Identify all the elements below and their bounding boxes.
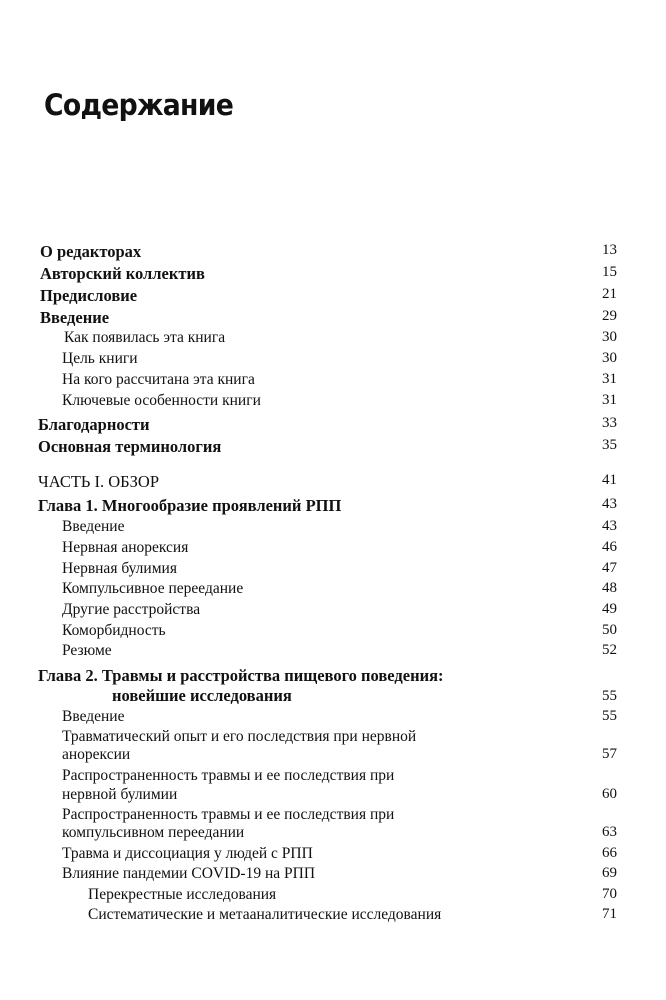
toc-entry-title: Введение [62,518,125,535]
toc-entry-title: Введение [62,708,125,725]
toc-entry-page: 15 [602,264,617,280]
toc-entry-title: На кого рассчитана эта книга [62,371,255,388]
toc-entry-page: 31 [602,371,617,387]
toc-entry-page: 43 [602,496,617,512]
toc-entry-page: 49 [602,601,617,617]
toc-entry-title: Авторский коллектив [40,264,205,283]
toc-entry-title: анорексии [62,746,131,763]
toc-entry-page: 43 [602,518,617,534]
toc-entry-title: компульсивном переедании [62,824,245,841]
toc-entry-title: новейшие исследования [112,686,292,705]
toc-entry-page: 70 [602,886,617,902]
toc-entry-title: Другие расстройства [62,601,201,618]
toc-entry-title: Нервная булимия [62,560,177,577]
toc-entry-title: Систематические и метааналитические исследования [88,906,442,923]
toc-entry-page: 31 [602,392,617,408]
toc-entry-page: 69 [602,865,617,881]
toc-entry-title: Травма и диссоциация у людей с РПП [62,845,313,862]
toc-entry-page: 52 [602,642,617,658]
toc-entry-title: Травматический опыт и его последствия при нервной [62,728,417,745]
toc-entry-page: 33 [602,415,617,431]
toc-entry-page: 66 [602,845,617,861]
toc-entry-title: Введение [40,308,110,327]
toc-entry-page: 57 [602,746,617,762]
toc-entry-title: Распространенность травмы и ее последствия при [62,767,395,784]
toc-entry-page: 55 [602,708,617,724]
toc-entry-page: 29 [602,308,617,324]
toc-entry-page: 13 [602,242,617,258]
toc-entry-title: Перекрестные исследования [88,886,277,903]
toc-entry-title: Резюме [62,642,112,659]
toc-entry-title: Влияние пандемии COVID-19 на РПП [62,865,316,882]
toc-entry-page: 47 [602,560,617,576]
toc-entry-title: Нервная анорексия [62,539,189,556]
toc-entry-title: О редакторах [40,242,142,261]
toc-entry-title: Предисловие [40,286,138,305]
toc-entry-page: 55 [602,688,617,704]
toc-entry-title: Глава 2. Травмы и расстройства пищевого поведения: [38,666,444,685]
toc-entry-page: 60 [602,786,617,802]
toc-entry-title: Ключевые особенности книги [62,392,261,409]
toc-entry-page: 41 [602,472,617,488]
toc-entry-page: 21 [602,286,617,302]
toc-entry-title: Глава 1. Многообразие проявлений РПП [38,496,342,515]
toc-entry-title: ЧАСТЬ I. ОБЗОР [38,472,159,491]
toc-entry-title: Как появилась эта книга [64,329,226,346]
toc-entry-title: Основная терминология [38,437,222,456]
toc-entry-page: 46 [602,539,617,555]
toc-entry-page: 30 [602,350,617,366]
toc-entry-page: 50 [602,622,617,638]
toc-entry-page: 48 [602,580,617,596]
toc-entry-title: Коморбидность [62,622,166,639]
toc-entry-title: Компульсивное переедание [62,580,244,597]
page-title: Содержание [44,88,234,122]
toc-entry-title: нервной булимии [62,786,178,803]
toc-entry-page: 71 [602,906,617,922]
toc-entry-page: 30 [602,329,617,345]
toc-entry-title: Распространенность травмы и ее последствия при [62,806,395,823]
toc-entry-page: 63 [602,824,617,840]
toc-entry-title: Цель книги [62,350,138,367]
toc-entry-page: 35 [602,437,617,453]
toc-entry-title: Благодарности [38,415,150,434]
